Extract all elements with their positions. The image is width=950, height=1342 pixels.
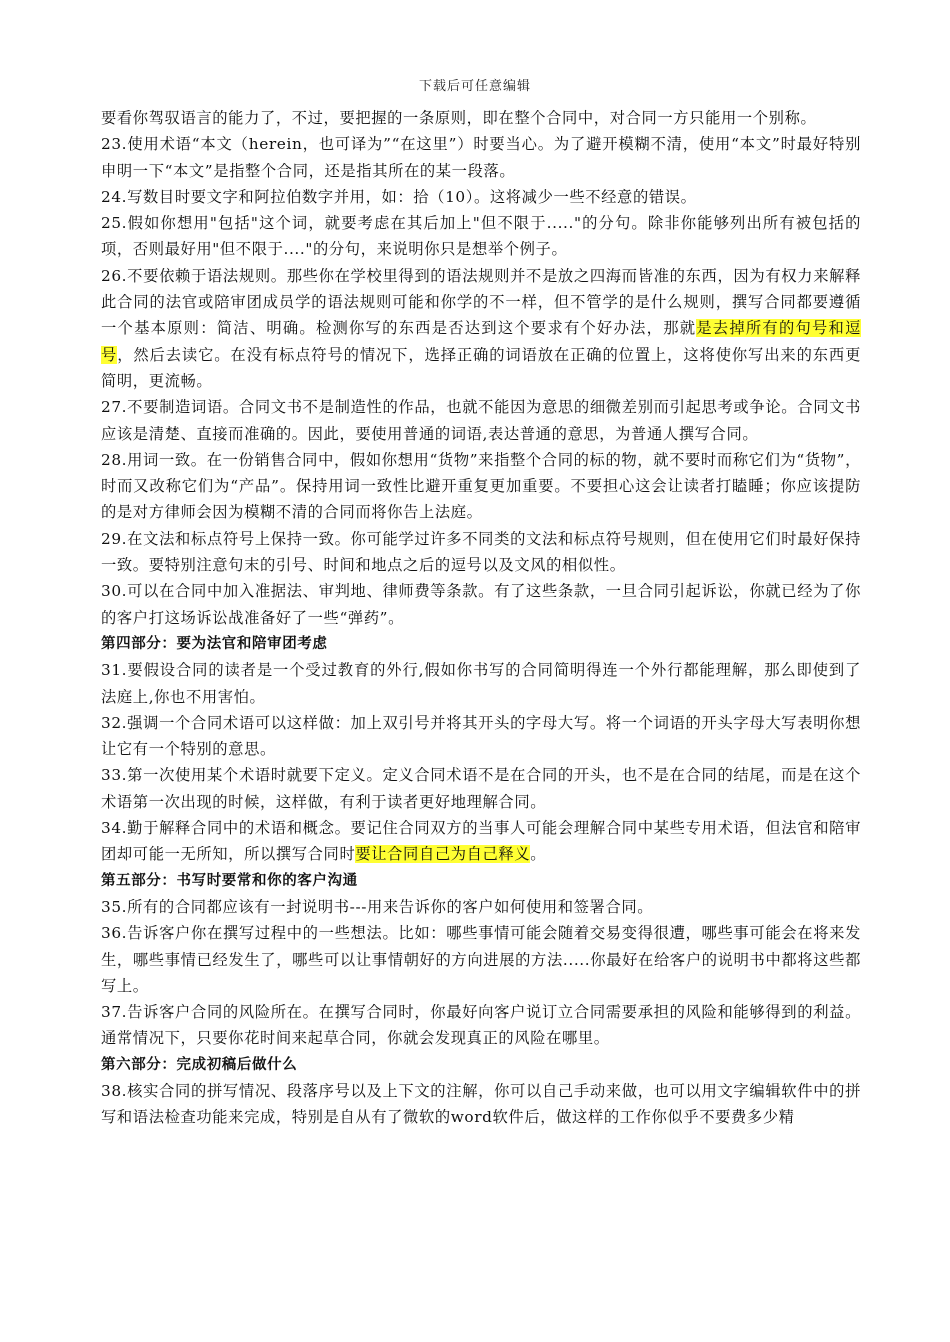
paragraph-26 (101, 263, 861, 394)
paragraph-30: 30.可以在合同中加入准据法、审判地、律师费等条款。有了这些条款，一旦合同引起诉讼，你就已经为了你的客户打这场诉讼战准备好了一些“弹药”。 (101, 582, 861, 627)
paragraph-36: 36.告诉客户你在撰写过程中的一些想法。比如：哪些事情可能会随着交易变得很遭，哪些事可能会在将来发生，哪些事情已经发生了，哪些可以让事情朝好的方向进展的方法.....你最好在给客户的说明书中都将这些都写上。 (101, 924, 861, 995)
paragraph-23: 23.使用术语“本文（herein，也可译为”“在这里”）时要当心。为了避开模糊不清，使用“本文”时最好特别申明一下“本文”是指整个合同，还是指其所在的某一段落。 (101, 135, 861, 180)
paragraph-24: 24.写数目时要文字和阿拉伯数字并用，如：拾（10）。这将减少一些不经意的错误。 (101, 187, 697, 206)
paragraph-32: 32.强调一个合同术语可以这样做：加上双引号并将其开头的字母大写。将一个词语的开头字母大写表明你想让它有一个特别的意思。 (101, 713, 861, 759)
paragraph-25: 25.假如你想用"包括"这个词，就要考虑在其后加上"但不限于....."的分句。除非你能够列出所有被包括的项，否则最好用"但不限于...."的分句，来说明你只是想举个例子。 (101, 214, 861, 259)
section-heading-6: 第六部分：完成初稿后做什么 (101, 1056, 298, 1073)
paragraph-35: 35.所有的合同都应该有一封说明书---用来告诉你的客户如何使用和签署合同。 (101, 897, 654, 916)
section-heading-4: 第四部分：要为法官和陪审团考虑 (101, 635, 328, 652)
page-header: 下载后可任意编辑 (418, 79, 531, 94)
paragraph-34-text-a: 34.勤于解释合同中的术语和概念。要记住合同双方的当事人可能会理解合同中某些专用术语，但法官和陪审团却可能一无所知，所以撰写合同时 (101, 819, 861, 864)
paragraph-31: 31.要假设合同的读者是一个受过教育的外行,假如你书写的合同简明得连一个外行都能理解，那么即使到了法庭上,你也不用害怕。 (101, 661, 861, 706)
paragraph-33: 33.第一次使用某个术语时就要下定义。定义合同术语不是在合同的开头，也不是在合同的结尾，而是在这个术语第一次出现的时候，这样做，有利于读者更好地理解合同。 (101, 766, 861, 811)
paragraph-34-text-b: 。 (530, 845, 547, 864)
paragraph-26-text-b: ，然后去读它。在没有标点符号的情况下，选择正确的词语放在正确的位置上，这将使你写出来的东西更简明，更流畅。 (101, 345, 861, 390)
paragraph-34 (101, 815, 861, 868)
paragraph-34-highlight: 要让合同自己为自己释义 (355, 845, 531, 864)
paragraph-37: 37.告诉客户合同的风险所在。在撰写合同时，你最好向客户说订立合同需要承担的风险和能够得到的利益。通常情况下，只要你花时间来起草合同，你就会发现真正的风险在哪里。 (101, 1003, 861, 1048)
paragraph-26-highlight: 是去掉所有的句号和逗号 (101, 319, 861, 364)
paragraph-26-text-a: 26.不要依赖于语法规则。那些你在学校里得到的语法规则并不是放之四海而皆准的东西，因为有权力来解释此合同的法官或陪审团成员学的语法规则可能和你学的不一样，但不管学的是什么规则，撰写合同都要遵循一个基本原则：简洁、明确。检测你写的东西是否达到这个要求有个好办法，那就 (101, 266, 861, 338)
document-body (101, 105, 861, 1131)
section-heading-5: 第五部分：书写时要常和你的客户沟通 (101, 872, 358, 889)
paragraph-continuation: 要看你驾驭语言的能力了，不过，要把握的一条原则，即在整个合同中，对合同一方只能用一个别称。 (101, 109, 817, 127)
paragraph-29: 29.在文法和标点符号上保持一致。你可能学过许多不同类的文法和标点符号规则，但在使用它们时最好保持一致。要特别注意句末的引号、时间和地点之后的逗号以及文风的相似性。 (101, 529, 861, 575)
paragraph-28: 28.用词一致。在一份销售合同中，假如你想用“货物”来指整个合同的标的物，就不要时而称它们为“货物”，时而又改称它们为“产品”。保持用词一致性比避开重复更加重要。不要担心这会让读者打瞌睡；你应该提防的是对方律师会因为模糊不清的合同而将你告上法庭。 (101, 450, 861, 522)
paragraph-27: 27.不要制造词语。合同文书不是制造性的作品，也就不能因为意思的细微差别而引起思考或争论。合同文书应该是清楚、直接而准确的。因此，要使用普通的词语,表达普通的意思，为普通人撰写合同。 (101, 398, 861, 443)
paragraph-38: 38.核实合同的拼写情况、段落序号以及上下文的注解，你可以自己手动来做，也可以用文字编辑软件中的拼写和语法检查功能来完成，特别是自从有了微软的word软件后，做这样的工作你似乎不要费多少精 (101, 1081, 861, 1127)
